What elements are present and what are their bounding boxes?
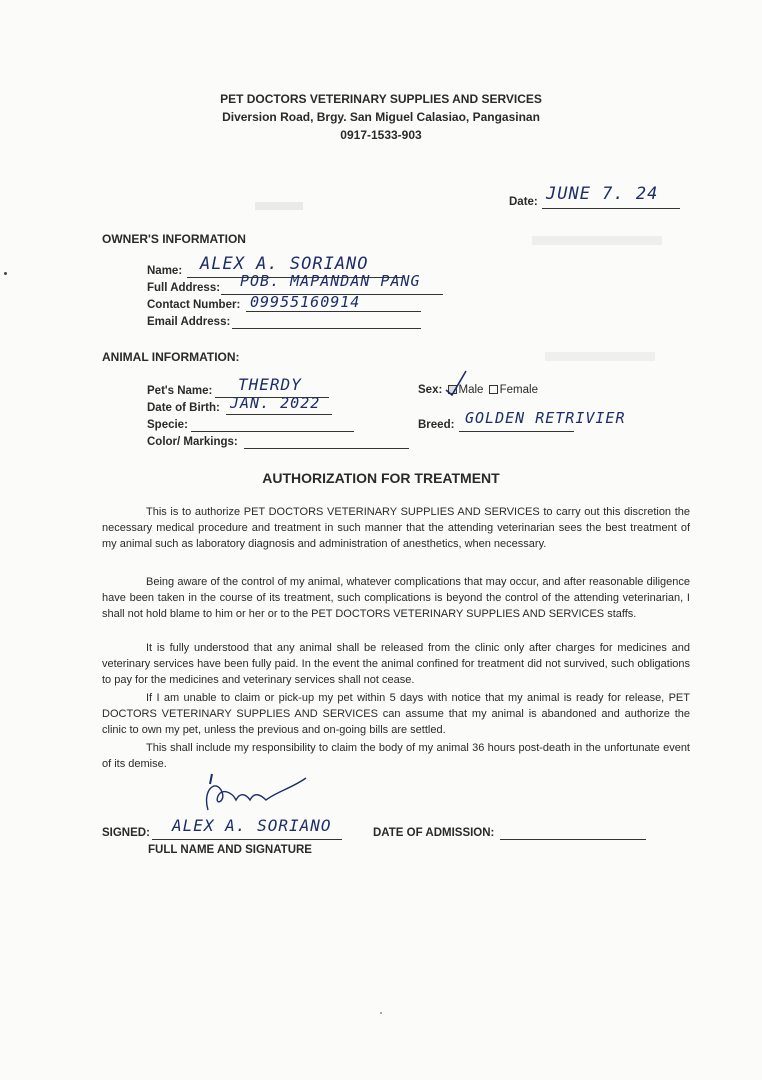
owner-address-value[interactable]: POB. MAPANDAN PANG: [240, 272, 421, 290]
sex-female-label: Female: [499, 384, 538, 396]
signature-scribble-icon: [196, 770, 316, 820]
owner-name-value[interactable]: ALEX A. SORIANO: [200, 254, 369, 274]
date-value[interactable]: JUNE 7. 24: [546, 184, 659, 204]
authorization-paragraph-3: It is fully understood that any animal shall be released from the clinic only after charges for medicines and veterinary services have been fully paid. In the event the animal confined for treatment did not survived, such obligations to pay for the medicines and veterinary services shall not cease.: [102, 642, 690, 686]
owner-email-line[interactable]: [232, 328, 421, 329]
color-markings-line[interactable]: [244, 448, 409, 449]
dob-line: [226, 414, 332, 415]
sex-label: Sex:: [418, 384, 443, 396]
bleed-through-mark: [255, 202, 303, 210]
owner-contact-value[interactable]: 09955160914: [250, 293, 361, 311]
check-mark-icon: [444, 368, 470, 398]
owner-contact-label: Contact Number:: [147, 299, 241, 311]
signed-label: SIGNED:: [102, 827, 150, 839]
authorization-title: AUTHORIZATION FOR TREATMENT: [262, 470, 500, 486]
company-address: Diversion Road, Brgy. San Miguel Calasiao, Pangasinan: [222, 110, 540, 124]
authorization-paragraph-5: This shall include my responsibility to claim the body of my animal 36 hours post-death in the unfortunate event of its demise.: [102, 742, 690, 770]
dob-value[interactable]: JAN. 2022: [230, 394, 321, 412]
specie-label: Specie:: [147, 419, 188, 431]
stray-mark: [4, 272, 7, 275]
breed-label: Breed:: [418, 419, 455, 431]
breed-value[interactable]: GOLDEN RETRIVIER: [465, 409, 626, 427]
pet-name-value[interactable]: THERDY: [238, 375, 302, 394]
date-line: [542, 208, 680, 209]
full-name-signature-label: FULL NAME AND SIGNATURE: [148, 844, 312, 856]
bleed-through-mark: [532, 236, 662, 245]
signed-value[interactable]: ALEX A. SORIANO: [172, 816, 332, 835]
date-of-admission-label: DATE OF ADMISSION:: [373, 827, 495, 839]
sex-field: [418, 384, 538, 396]
dob-label: Date of Birth:: [147, 402, 220, 414]
owner-contact-line: [246, 311, 421, 312]
company-name: PET DOCTORS VETERINARY SUPPLIES AND SERVICES: [220, 92, 542, 106]
stray-mark: [380, 1012, 382, 1014]
owner-email-label: Email Address:: [147, 316, 231, 328]
company-phone: 0917-1533-903: [340, 128, 422, 142]
authorization-paragraph-2: Being aware of the control of my animal, whatever complications that may occur, and after reasonable diligence have been taken in the course of its treatment, such complications is beyond the control of the attending veterinarian, I shall not hold blame to him or her or to the PET DOCTORS VETERINARY SUPPLIES AND SERVICES staffs.: [102, 576, 690, 620]
breed-line: [459, 431, 574, 432]
owner-name-label: Name:: [147, 265, 183, 277]
animal-section-title: ANIMAL INFORMATION:: [102, 350, 240, 364]
color-markings-label: Color/ Markings:: [147, 436, 238, 448]
authorization-paragraph-4: If I am unable to claim or pick-up my pet within 5 days with notice that my animal is ready for release, PET DOCTORS VETERINARY SUPPLIES AND SERVICES can assume that my animal is abandoned and authorize the clinic to own my pet, unless the previous and on-going bills are settled.: [102, 692, 690, 736]
bleed-through-mark: [545, 352, 655, 361]
owner-section-title: OWNER'S INFORMATION: [102, 232, 246, 246]
authorization-paragraph-1: This is to authorize PET DOCTORS VETERINARY SUPPLIES AND SERVICES to carry out this discretion the necessary medical procedure and treatment in such manner that the attending veterinarian sees the best treatment of my animal such as laboratory diagnosis and administration of anesthetics, when necessary.: [102, 506, 690, 550]
signed-line: [152, 839, 342, 840]
sex-female-checkbox[interactable]: [489, 385, 498, 394]
owner-address-label: Full Address:: [147, 282, 221, 294]
pet-name-label: Pet's Name:: [147, 385, 213, 397]
specie-line[interactable]: [191, 431, 354, 432]
sex-male-label: Male: [458, 384, 484, 396]
date-label: Date:: [509, 196, 538, 208]
date-of-admission-line[interactable]: [500, 839, 646, 840]
